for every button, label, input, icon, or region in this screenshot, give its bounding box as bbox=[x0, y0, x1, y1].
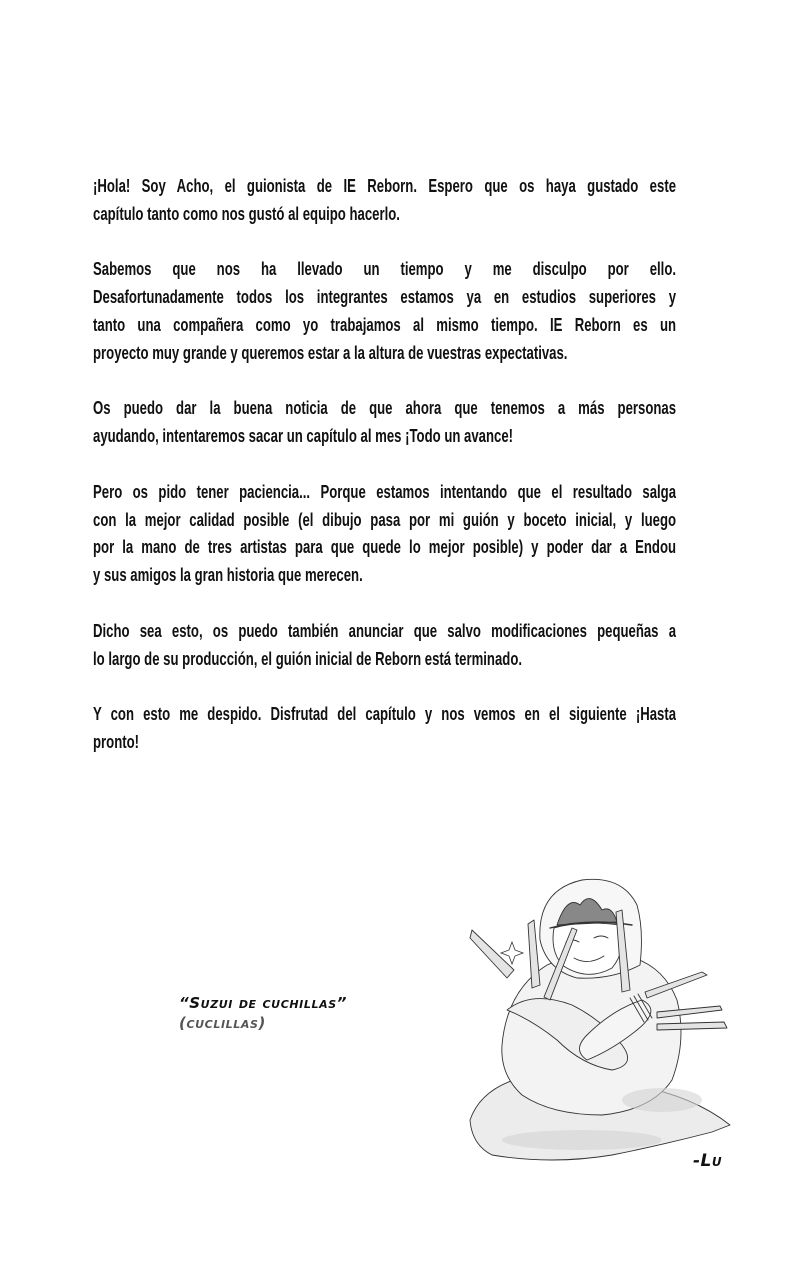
letter-body bbox=[93, 172, 676, 784]
caption-title: “Suzui de cuchillas” bbox=[179, 994, 347, 1012]
text-line: ¡Hola! Soy Acho, el guionista de IE Reborn. Espero que os haya gustado este bbox=[93, 175, 677, 196]
text-line: ayudando, intentaremos sacar un capítulo al mes ¡Todo un avance! bbox=[93, 425, 514, 447]
text-line: con la mejor calidad posible (el dibujo pasa por mi guión y boceto inicial, y luego bbox=[93, 508, 677, 530]
paragraph-1 bbox=[93, 172, 676, 228]
text-line: pronto! bbox=[93, 730, 140, 752]
paragraph-6 bbox=[93, 700, 676, 756]
knife-icon bbox=[528, 920, 540, 988]
artist-signature: -Lu bbox=[693, 1151, 723, 1171]
text-line: Y con esto me despido. Disfrutad del capítulo y nos vemos en el siguiente ¡Hasta bbox=[93, 703, 677, 725]
text-line: capítulo tanto como nos gustó al equipo hacerlo. bbox=[93, 202, 400, 224]
paragraph-5 bbox=[93, 617, 676, 673]
text-line: Pero os pido tener paciencia... Porque estamos intentando que el resultado salga bbox=[93, 480, 677, 502]
text-line: por la mano de tres artistas para que quede lo mejor posible) y poder dar a Endou bbox=[93, 536, 677, 558]
knife-icon bbox=[470, 930, 514, 978]
text-line: y sus amigos la gran historia que merecen. bbox=[93, 564, 363, 586]
text-line: Sabemos que nos ha llevado un tiempo y me disculpo por ello. bbox=[93, 258, 677, 280]
paragraph-2 bbox=[93, 255, 676, 366]
text-line: Desafortunadamente todos los integrantes estamos ya en estudios superiores y bbox=[93, 286, 677, 308]
text-line: proyecto muy grande y queremos estar a la altura de vuestras expectativas. bbox=[93, 341, 568, 363]
character-illustration bbox=[462, 870, 742, 1170]
caption-subtitle: (cuclillas) bbox=[179, 1014, 266, 1032]
text-line: Os puedo dar la buena noticia de que ahora que tenemos a más personas bbox=[93, 397, 677, 419]
paragraph-4 bbox=[93, 478, 676, 589]
text-line: tanto una compañera como yo trabajamos al mismo tiempo. IE Reborn es un bbox=[93, 313, 677, 335]
paragraph-3 bbox=[93, 394, 676, 450]
text-line: lo largo de su producción, el guión inicial de Reborn está terminado. bbox=[93, 647, 523, 669]
text-line: Dicho sea esto, os puedo también anunciar que salvo modificaciones pequeñas a bbox=[93, 619, 677, 641]
illustration-caption bbox=[179, 993, 347, 1033]
